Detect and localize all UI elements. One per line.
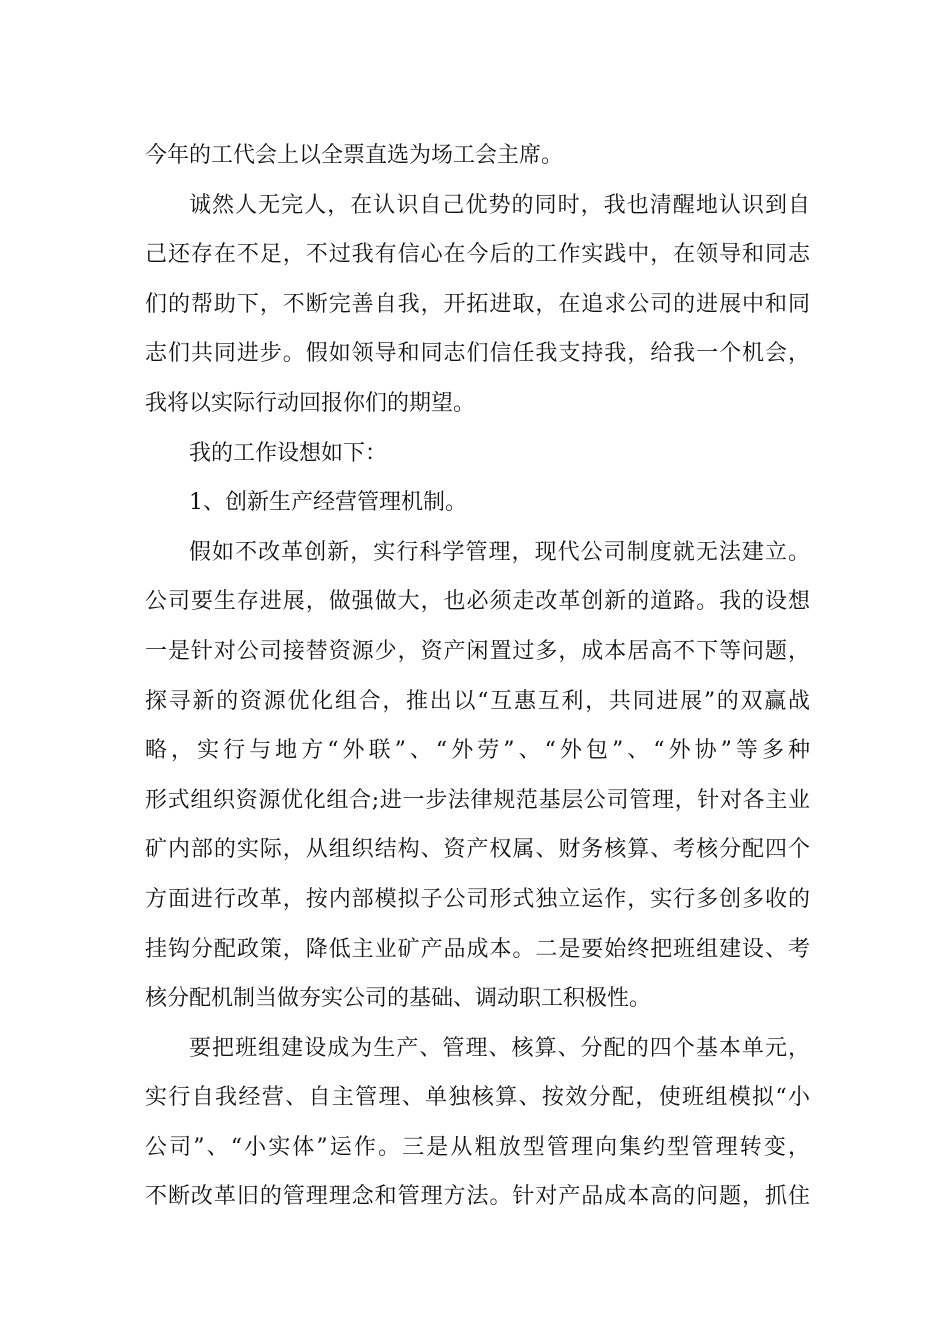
text-line: 挂钩分配政策，降低主业矿产品成本。二是要始终把班组建设、考 (145, 936, 810, 962)
text-line: 1、创新生产经营管理机制。 (189, 490, 467, 516)
text-line: 方面进行改革，按内部模拟子公司形式独立运作，实行多创多收的 (145, 886, 810, 912)
text-line: 一是针对公司接替资源少，资产闲置过多，成本居高不下等问题， (145, 638, 810, 664)
text-line: 核分配机制当做夯实公司的基础、调动职工积极性。 (145, 986, 652, 1012)
text-line: 形式组织资源优化组合;进一步法律规范基层公司管理，针对各主业 (145, 787, 810, 813)
text-line: 探寻新的资源优化组合，推出以“互惠互利，共同进展”的双赢战 (145, 688, 810, 714)
text-line: 我的工作设想如下： (189, 440, 388, 466)
text-line: 略，实行与地方“外联”、“外劳”、“外包”、“外协”等多种 (145, 738, 810, 764)
text-line: 矿内部的实际，从组织结构、资产权属、财务核算、考核分配四个 (145, 837, 810, 863)
document-body (145, 131, 810, 1222)
text-line: 不断改革旧的管理理念和管理方法。针对产品成本高的问题，抓住 (145, 1184, 810, 1210)
text-line: 公司要生存进展，做强做大，也必须走改革创新的道路。我的设想 (145, 589, 810, 615)
text-line: 我将以实际行动回报你们的期望。 (145, 390, 476, 416)
text-line: 们的帮助下，不断完善自我，开拓进取，在追求公司的进展中和同 (145, 291, 810, 317)
text-line: 要把班组建设成为生产、管理、核算、分配的四个基本单元， (189, 1035, 810, 1061)
text-line: 实行自我经营、自主管理、单独核算、按效分配，使班组模拟“小 (145, 1085, 810, 1111)
text-line: 志们共同进步。假如领导和同志们信任我支持我，给我一个机会， (145, 341, 810, 367)
text-line: 公司”、“小实体”运作。三是从粗放型管理向集约型管理转变， (145, 1134, 810, 1160)
text-line: 诚然人无完人，在认识自己优势的同时，我也清醒地认识到自 (189, 192, 810, 218)
text-line: 假如不改革创新，实行科学管理，现代公司制度就无法建立。 (189, 539, 810, 565)
text-line: 今年的工代会上以全票直选为场工会主席。 (145, 143, 564, 168)
text-line: 己还存在不足，不过我有信心在今后的工作实践中，在领导和同志 (145, 242, 810, 268)
